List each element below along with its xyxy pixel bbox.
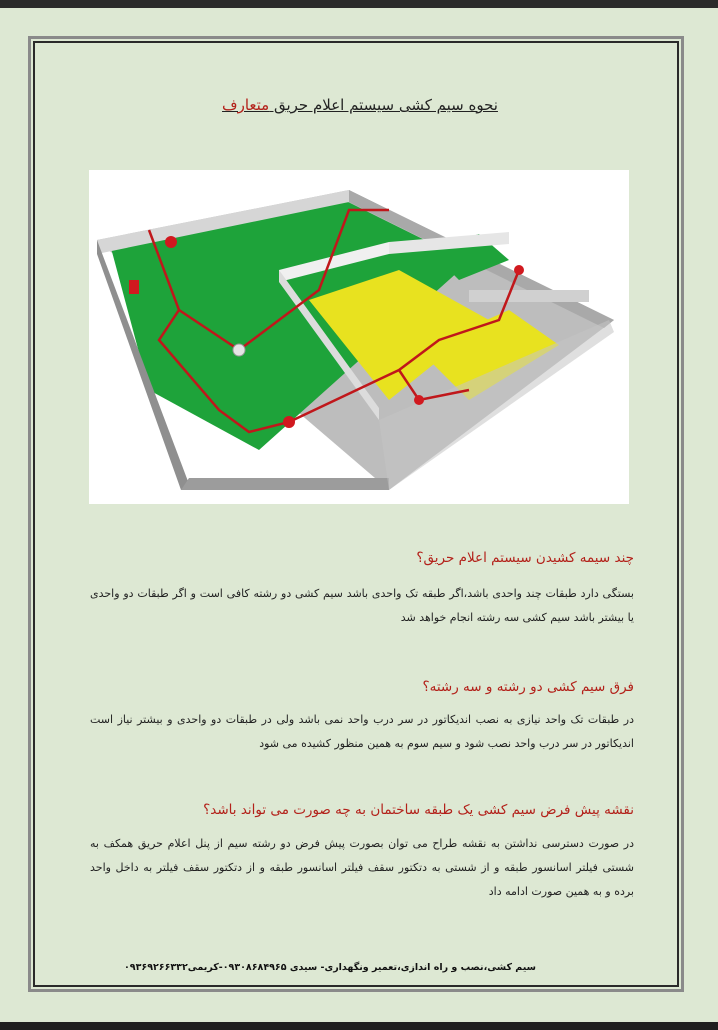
section-3-heading: نقشه پیش فرض سیم کشی یک طبقه ساختمان به چه صورت می تواند باشد؟	[203, 802, 634, 818]
section-2-body: در طبقات تک واحد نیازی به نصب اندیکاتور در سر درب واحد نمی باشد ولی در طبقات دو واحدی و بیشتر نیاز است اندیکاتور در سر درب واحد نصب شود و سیم سوم به همین منظور کشیده می شود	[90, 713, 634, 750]
alarm-bell-icon	[514, 265, 524, 275]
front-wall-left	[181, 478, 389, 490]
section-3-body: در صورت دسترسی نداشتن به نقشه طراح می توان بصورت پیش فرض دو رشته سیم از پنل اعلام حریق همکف به شستی فیلتر اسانسور طبقه و از شستی به دتکتور سقف فیلتر اسانسور طبقه و از دتکتور سقف فیلتر به داخل واحد برده و به همین صورت ادامه داد	[90, 837, 634, 898]
floorplan-illustration	[89, 170, 629, 504]
fire-panel-icon	[129, 280, 139, 294]
contact-footer: سیم کشی،نصب و راه اندازی،تعمیر ونگهداری- سیدی ۰۹۳۰۸۶۸۴۹۶۵-کریمی۰۹۳۶۹۲۶۶۳۳۲	[124, 962, 536, 973]
top-edge-strip	[0, 0, 718, 8]
section-1-heading: چند سیمه کشیدن سیستم اعلام حریق؟	[416, 550, 634, 566]
bottom-edge-strip	[0, 1022, 718, 1030]
page-title-accent: متعارف	[222, 96, 270, 114]
partition-wall-4	[469, 290, 589, 302]
page-title	[150, 96, 570, 114]
alarm-sounder-icon	[165, 236, 177, 248]
section-1-body: بستگی دارد طبقات چند واحدی باشد،اگر طبقه تک واحدی باشد سیم کشی دو رشته کافی است و اگر طبقات دو واحدی یا بیشتر باشد سیم کشی سه رشته انجام خواهد شد	[90, 587, 634, 624]
section-2-heading: فرق سیم کشی دو رشته و سه رشته؟	[422, 679, 634, 695]
fire-alarm-floorplan-image	[89, 170, 629, 504]
indicator-icon	[414, 395, 424, 405]
smoke-detector-icon	[233, 344, 245, 356]
page-title-main: نحوه سیم کشی سیستم اعلام حریق	[269, 96, 498, 114]
manual-call-point-icon	[283, 416, 295, 428]
